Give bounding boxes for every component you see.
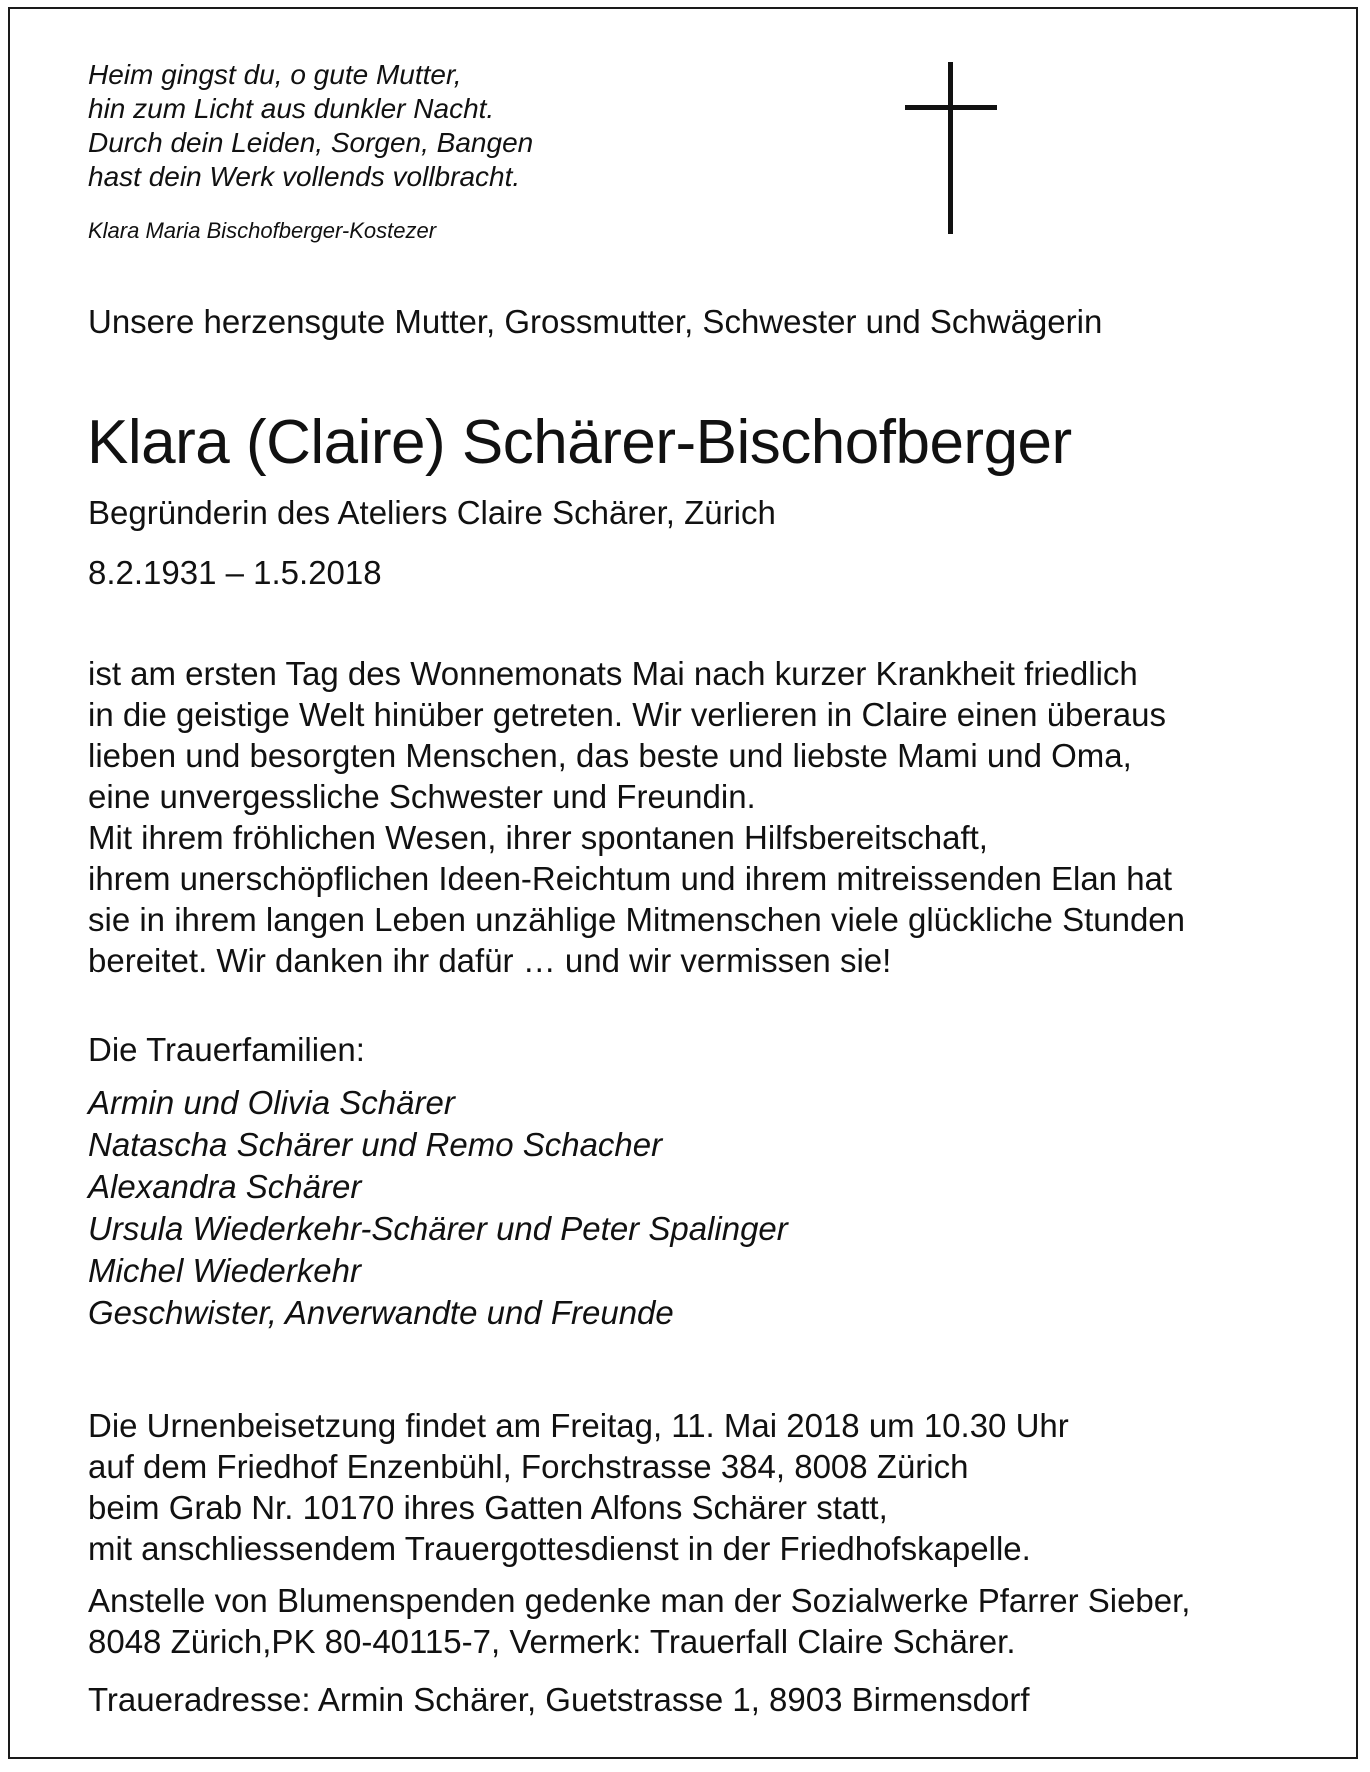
family-name: Alexandra Schärer bbox=[88, 1168, 362, 1205]
body-line: bereitet. Wir danken ihr dafür … und wir vermissen sie! bbox=[88, 942, 892, 979]
family-name: Armin und Olivia Schärer bbox=[88, 1084, 455, 1121]
intro-line: Unsere herzensgute Mutter, Grossmutter, Schwester und Schwägerin bbox=[88, 303, 1103, 340]
poem-line: hast dein Werk vollends vollbracht. bbox=[88, 161, 521, 192]
body-line: Mit ihrem fröhlichen Wesen, ihrer spontanen Hilfsbereitschaft, bbox=[88, 819, 988, 856]
service-line: auf dem Friedhof Enzenbühl, Forchstrasse 384, 8008 Zürich bbox=[88, 1448, 969, 1485]
families-heading: Die Trauerfamilien: bbox=[88, 1031, 365, 1068]
poem-line: hin zum Licht aus dunkler Nacht. bbox=[88, 93, 495, 124]
body-line: eine unvergessliche Schwester und Freundin. bbox=[88, 778, 756, 815]
service-line: beim Grab Nr. 10170 ihres Gatten Alfons Schärer statt, bbox=[88, 1489, 888, 1526]
poem bbox=[88, 58, 533, 194]
poem-line: Heim gingst du, o gute Mutter, bbox=[88, 59, 462, 90]
body-line: ihrem unerschöpflichen Ideen-Reichtum und ihrem mitreissenden Elan hat bbox=[88, 860, 1173, 897]
service-line: Die Urnenbeisetzung findet am Freitag, 11. Mai 2018 um 10.30 Uhr bbox=[88, 1407, 1069, 1444]
poem-author: Klara Maria Bischofberger-Kostezer bbox=[88, 218, 437, 243]
donation-line: 8048 Zürich,PK 80-40115-7, Vermerk: Trauerfall Claire Schärer. bbox=[88, 1623, 1016, 1660]
family-name: Ursula Wiederkehr-Schärer und Peter Spalinger bbox=[88, 1210, 788, 1247]
families-list bbox=[88, 1082, 788, 1334]
deceased-subtitle: Begründerin des Ateliers Claire Schärer, Zürich bbox=[88, 494, 776, 531]
body-line: lieben und besorgten Menschen, das beste und liebste Mami und Oma, bbox=[88, 737, 1132, 774]
cross-horizontal-bar bbox=[905, 105, 997, 110]
body-line: in die geistige Welt hinüber getreten. Wir verlieren in Claire einen überaus bbox=[88, 696, 1166, 733]
cross-icon bbox=[905, 62, 997, 234]
family-name: Michel Wiederkehr bbox=[88, 1252, 361, 1289]
obituary-body bbox=[88, 653, 1185, 981]
mourning-address: Traueradresse: Armin Schärer, Guetstrasse 1, 8903 Birmensdorf bbox=[88, 1681, 1030, 1718]
family-name: Geschwister, Anverwandte und Freunde bbox=[88, 1294, 674, 1331]
donation-line: Anstelle von Blumenspenden gedenke man der Sozialwerke Pfarrer Sieber, bbox=[88, 1582, 1191, 1619]
life-dates: 8.2.1931 – 1.5.2018 bbox=[88, 554, 382, 591]
service-line: mit anschliessendem Trauergottesdienst in der Friedhofskapelle. bbox=[88, 1530, 1031, 1567]
body-line: ist am ersten Tag des Wonnemonats Mai nach kurzer Krankheit friedlich bbox=[88, 655, 1138, 692]
family-name: Natascha Schärer und Remo Schacher bbox=[88, 1126, 663, 1163]
donation-info bbox=[88, 1580, 1190, 1662]
deceased-name: Klara (Claire) Schärer-Bischofberger bbox=[87, 408, 1072, 477]
cross-vertical-bar bbox=[948, 62, 953, 234]
poem-line: Durch dein Leiden, Sorgen, Bangen bbox=[88, 127, 534, 158]
body-line: sie in ihrem langen Leben unzählige Mitmenschen viele glückliche Stunden bbox=[88, 901, 1186, 938]
service-info bbox=[88, 1405, 1069, 1569]
